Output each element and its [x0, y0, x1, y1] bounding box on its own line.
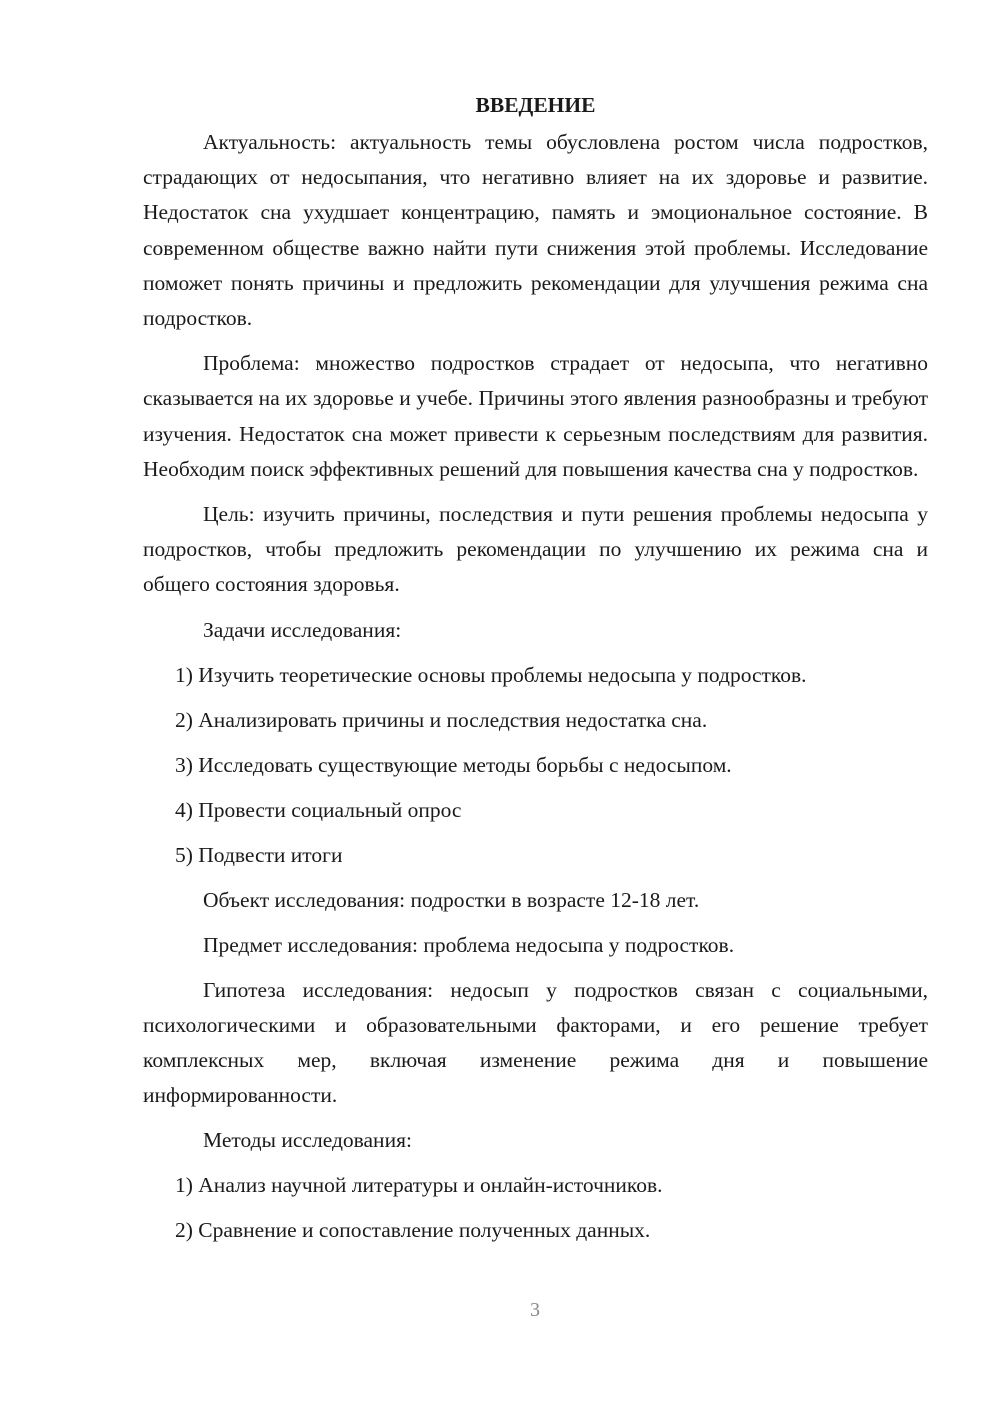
- tasks-heading: Задачи исследования:: [203, 617, 402, 642]
- task-item: 4) Провести социальный опрос: [175, 797, 462, 822]
- task-item: 3) Исследовать существующие методы борьбы с недосыпом.: [175, 752, 732, 777]
- methods-heading: Методы исследования:: [203, 1128, 412, 1153]
- method-item: 1) Анализ научной литературы и онлайн-источников.: [175, 1173, 663, 1198]
- problem-paragraph: Проблема: множество подростков страдает от недосыпа, что негативно сказывается на их здоровье и учебе. Причины этого явления разнообразны и требуют изучения. Недостаток сна может привести к серьезным последствиям для развития. Необходим поиск эффективных решений для повышения качества сна у подростков.: [143, 351, 928, 481]
- document-page: [143, 88, 928, 1258]
- research-object: Объект исследования: подростки в возрасте 12-18 лет.: [203, 887, 700, 912]
- research-subject: Предмет исследования: проблема недосыпа у подростков.: [203, 932, 735, 957]
- task-item: 5) Подвести итоги: [175, 842, 343, 867]
- task-item: 2) Анализировать причины и последствия недостатка сна.: [175, 707, 708, 732]
- section-title: ВВЕДЕНИЕ: [475, 93, 596, 117]
- goal-paragraph: Цель: изучить причины, последствия и пути решения проблемы недосыпа у подростков, чтобы предложить рекомендации по улучшению их режима сна и общего состояния здоровья.: [143, 502, 928, 597]
- method-item: 2) Сравнение и сопоставление полученных данных.: [175, 1218, 651, 1243]
- task-item: 1) Изучить теоретические основы проблемы недосыпа у подростков.: [175, 662, 807, 687]
- page-number: 3: [530, 1299, 540, 1321]
- relevance-paragraph: Актуальность: актуальность темы обусловлена ростом числа подростков, страдающих от недосыпания, что негативно влияет на их здоровье и развитие. Недостаток сна ухудшает концентрацию, память и эмоциональное состояние. В современном обществе важно найти пути снижения этой проблемы. Исследование поможет понять причины и предложить рекомендации для улучшения режима сна подростков.: [143, 130, 928, 331]
- hypothesis-paragraph: Гипотеза исследования: недосып у подростков связан с социальными, психологическими и образовательными факторами, и его решение требует комплексных мер, включая изменение режима дня и повышение информированности.: [143, 977, 928, 1108]
